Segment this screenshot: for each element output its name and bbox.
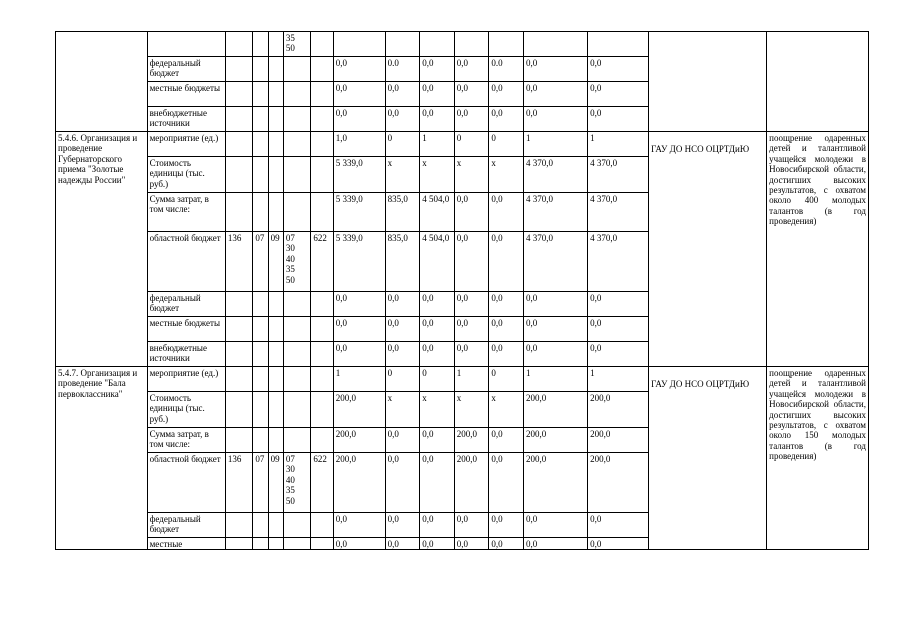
code-cell	[311, 193, 333, 232]
value-cell: 0,0	[523, 292, 587, 317]
value-cell: 0,0	[523, 82, 587, 107]
value-cell: 5 339,0	[333, 193, 385, 232]
value-cell	[588, 32, 649, 57]
value-cell: 0,0	[588, 342, 649, 367]
value-cell: 0.0	[489, 57, 524, 82]
value-cell: 0,0	[454, 193, 489, 232]
code-cell	[311, 292, 333, 317]
row-label: федеральный бюджет	[147, 292, 225, 317]
value-cell: 0,0	[489, 193, 524, 232]
table-row	[56, 367, 869, 392]
result-cell: поощрение одаренных детей и талантливой учащейся молодежи в Новосибирской области, достигших высоких результатов, с охватом около 400 молодых талантов (в год проведения)	[767, 132, 869, 367]
value-cell: 4 504,0	[420, 232, 455, 292]
code-cell	[311, 342, 333, 367]
value-cell: 0,0	[420, 57, 455, 82]
value-cell: 200,0	[333, 392, 385, 428]
row-label: федеральный бюджет	[147, 57, 225, 82]
value-cell	[454, 32, 489, 57]
value-cell: 0,0	[420, 82, 455, 107]
value-cell: 200,0	[523, 392, 587, 428]
value-cell	[385, 32, 420, 57]
value-cell: x	[454, 392, 489, 428]
value-cell: 200,0	[588, 428, 649, 453]
code-cell	[253, 107, 268, 132]
code-cell	[225, 392, 252, 428]
row-label: мероприятие (ед.)	[147, 132, 225, 157]
value-cell: 0,0	[489, 342, 524, 367]
code-cell: 07	[253, 232, 268, 292]
table-row	[56, 132, 869, 157]
code-cell	[311, 538, 333, 550]
value-cell: 0,0	[420, 453, 455, 513]
value-cell: 0,0	[489, 428, 524, 453]
value-cell: 0,0	[454, 107, 489, 132]
code-cell	[225, 157, 252, 193]
code-cell	[253, 132, 268, 157]
code-cell	[311, 132, 333, 157]
value-cell: 0,0	[333, 513, 385, 538]
code-cell	[311, 428, 333, 453]
code-cell	[253, 342, 268, 367]
value-cell: x	[385, 157, 420, 193]
value-cell: 0,0	[489, 82, 524, 107]
value-cell: 0.0	[385, 57, 420, 82]
value-cell: 0,0	[588, 107, 649, 132]
number-title-cell: 5.4.6. Организация и проведение Губернаторского приема "Золотые надежды России"	[56, 132, 148, 367]
value-cell: x	[454, 157, 489, 193]
value-cell: 0,0	[333, 57, 385, 82]
value-cell: 835,0	[385, 232, 420, 292]
budget-table	[55, 31, 869, 550]
value-cell: 4 370,0	[523, 232, 587, 292]
code-cell	[225, 292, 252, 317]
code-cell	[268, 513, 283, 538]
code-cell: 136	[225, 453, 252, 513]
value-cell: 0,0	[454, 232, 489, 292]
row-label: областной бюджет	[147, 453, 225, 513]
value-cell: x	[489, 157, 524, 193]
value-cell: 0,0	[385, 342, 420, 367]
value-cell: 0,0	[333, 107, 385, 132]
value-cell: 0,0	[588, 292, 649, 317]
executor-cell: ГАУ ДО НСО ОЦРТДиЮ	[649, 132, 767, 367]
value-cell: 835,0	[385, 193, 420, 232]
value-cell: 0,0	[385, 513, 420, 538]
value-cell: 1	[333, 367, 385, 392]
code-cell: 622	[311, 232, 333, 292]
code-cell: 07 30 40 35 50	[283, 453, 310, 513]
code-cell	[253, 367, 268, 392]
value-cell	[333, 32, 385, 57]
code-cell	[268, 32, 283, 57]
code-cell	[283, 538, 310, 550]
value-cell: 0	[454, 132, 489, 157]
code-cell	[268, 428, 283, 453]
code-cell: 622	[311, 453, 333, 513]
value-cell	[523, 32, 587, 57]
executor-cell: ГАУ ДО НСО ОЦРТДиЮ	[649, 367, 767, 550]
code-cell	[311, 157, 333, 193]
code-cell	[311, 367, 333, 392]
value-cell: 0	[420, 367, 455, 392]
value-cell: 0,0	[420, 513, 455, 538]
code-cell	[225, 32, 252, 57]
code-cell	[311, 107, 333, 132]
value-cell: 0,0	[420, 317, 455, 342]
value-cell: 0,0	[523, 107, 587, 132]
value-cell: 1	[523, 367, 587, 392]
code-cell	[253, 513, 268, 538]
code-cell	[283, 367, 310, 392]
value-cell: x	[385, 392, 420, 428]
value-cell: 0,0	[489, 292, 524, 317]
value-cell: 0,0	[588, 317, 649, 342]
code-cell	[268, 157, 283, 193]
row-label: местные бюджеты	[147, 82, 225, 107]
code-cell	[225, 57, 252, 82]
code-cell	[253, 292, 268, 317]
code-cell	[311, 317, 333, 342]
value-cell: x	[489, 392, 524, 428]
number-title-cell: 5.4.7. Организация и проведение "Бала первоклассника"	[56, 367, 148, 550]
row-label: местные	[147, 538, 225, 550]
value-cell: 200,0	[333, 428, 385, 453]
code-cell	[283, 107, 310, 132]
value-cell: 0,0	[454, 538, 489, 550]
value-cell: 0,0	[385, 428, 420, 453]
code-cell	[225, 513, 252, 538]
code-cell	[311, 32, 333, 57]
code-cell	[311, 392, 333, 428]
code-cell	[268, 342, 283, 367]
value-cell: 4 504,0	[420, 193, 455, 232]
value-cell: 4 370,0	[588, 157, 649, 193]
value-cell: 1	[454, 367, 489, 392]
code-cell	[268, 292, 283, 317]
value-cell: 5 339,0	[333, 232, 385, 292]
code-cell	[268, 392, 283, 428]
code-cell: 09	[268, 453, 283, 513]
value-cell: 0,0	[420, 428, 455, 453]
row-label: внебюджетные источники	[147, 107, 225, 132]
value-cell: 4 370,0	[588, 232, 649, 292]
value-cell: 200,0	[523, 453, 587, 513]
result-cell: поощрение одаренных детей и талантливой учащейся молодежи в Новосибирской области, достигших высоких результатов, с охватом около 150 молодых талантов (в год проведения)	[767, 367, 869, 550]
value-cell: 0,0	[523, 57, 587, 82]
value-cell: 200,0	[454, 428, 489, 453]
value-cell: 0,0	[523, 538, 587, 550]
value-cell: 0,0	[588, 57, 649, 82]
code-cell	[283, 57, 310, 82]
code-cell	[225, 367, 252, 392]
value-cell: 0,0	[454, 292, 489, 317]
value-cell: 5 339,0	[333, 157, 385, 193]
code-cell: 07	[253, 453, 268, 513]
executor-cell	[649, 32, 767, 132]
row-label: Стоимость единицы (тыс. руб.)	[147, 157, 225, 193]
row-label: мероприятие (ед.)	[147, 367, 225, 392]
value-cell: 0,0	[489, 107, 524, 132]
code-cell	[253, 317, 268, 342]
value-cell: 0,0	[489, 317, 524, 342]
code-cell	[225, 342, 252, 367]
code-cell	[253, 32, 268, 57]
code-cell	[283, 132, 310, 157]
value-cell: 1	[588, 132, 649, 157]
number-title-cell	[56, 32, 148, 132]
value-cell: 0,0	[454, 317, 489, 342]
code-cell	[225, 107, 252, 132]
value-cell: 4 370,0	[523, 193, 587, 232]
row-label: федеральный бюджет	[147, 513, 225, 538]
code-cell	[253, 82, 268, 107]
value-cell: 0,0	[420, 538, 455, 550]
value-cell: 0,0	[454, 342, 489, 367]
code-cell	[283, 193, 310, 232]
value-cell: x	[420, 157, 455, 193]
value-cell: 4 370,0	[588, 193, 649, 232]
code-cell	[225, 428, 252, 453]
value-cell: 0,0	[333, 292, 385, 317]
row-label: Сумма затрат, в том числе:	[147, 193, 225, 232]
value-cell: 0,0	[333, 317, 385, 342]
code-cell	[311, 82, 333, 107]
value-cell: 200,0	[454, 453, 489, 513]
code-cell	[283, 317, 310, 342]
code-cell	[253, 193, 268, 232]
value-cell: 0,0	[420, 107, 455, 132]
value-cell: 0,0	[489, 232, 524, 292]
code-cell	[225, 82, 252, 107]
value-cell: 200,0	[588, 453, 649, 513]
value-cell: 200,0	[523, 428, 587, 453]
row-label	[147, 32, 225, 57]
value-cell: 1	[420, 132, 455, 157]
value-cell: 0,0	[588, 82, 649, 107]
value-cell: 0,0	[333, 342, 385, 367]
code-cell	[268, 367, 283, 392]
value-cell: 200,0	[333, 453, 385, 513]
code-cell: 136	[225, 232, 252, 292]
value-cell: 0,0	[454, 57, 489, 82]
code-cell	[283, 157, 310, 193]
code-cell	[311, 57, 333, 82]
row-label: внебюджетные источники	[147, 342, 225, 367]
code-cell	[225, 538, 252, 550]
code-cell	[268, 538, 283, 550]
code-cell: 35 50	[283, 32, 310, 57]
code-cell	[268, 132, 283, 157]
code-cell	[268, 107, 283, 132]
value-cell	[420, 32, 455, 57]
row-label: Сумма затрат, в том числе:	[147, 428, 225, 453]
value-cell: 0,0	[523, 513, 587, 538]
value-cell: 0,0	[454, 513, 489, 538]
code-cell	[253, 392, 268, 428]
value-cell	[489, 32, 524, 57]
value-cell: 0,0	[489, 513, 524, 538]
value-cell: 0,0	[385, 538, 420, 550]
value-cell: 0,0	[454, 82, 489, 107]
code-cell	[268, 82, 283, 107]
value-cell: 0,0	[420, 292, 455, 317]
code-cell	[253, 538, 268, 550]
code-cell: 07 30 40 35 50	[283, 232, 310, 292]
value-cell: 0,0	[385, 107, 420, 132]
value-cell: x	[420, 392, 455, 428]
code-cell	[253, 157, 268, 193]
value-cell: 0,0	[385, 317, 420, 342]
value-cell: 1	[588, 367, 649, 392]
code-cell	[283, 428, 310, 453]
value-cell: 0	[489, 367, 524, 392]
code-cell	[253, 57, 268, 82]
code-cell	[268, 57, 283, 82]
code-cell	[268, 317, 283, 342]
value-cell: 0,0	[333, 82, 385, 107]
value-cell: 0,0	[420, 342, 455, 367]
result-cell	[767, 32, 869, 132]
value-cell: 0,0	[385, 292, 420, 317]
code-cell	[311, 513, 333, 538]
value-cell: 0,0	[588, 513, 649, 538]
value-cell: 4 370,0	[523, 157, 587, 193]
value-cell: 0,0	[385, 453, 420, 513]
row-label: областной бюджет	[147, 232, 225, 292]
row-label: местные бюджеты	[147, 317, 225, 342]
code-cell	[225, 132, 252, 157]
value-cell: 0	[489, 132, 524, 157]
value-cell: 0,0	[523, 317, 587, 342]
value-cell: 0,0	[489, 453, 524, 513]
code-cell	[283, 392, 310, 428]
code-cell	[268, 193, 283, 232]
code-cell	[225, 317, 252, 342]
code-cell: 09	[268, 232, 283, 292]
value-cell: 0	[385, 367, 420, 392]
value-cell: 1,0	[333, 132, 385, 157]
code-cell	[283, 513, 310, 538]
code-cell	[253, 428, 268, 453]
code-cell	[283, 82, 310, 107]
value-cell: 1	[523, 132, 587, 157]
value-cell: 0,0	[385, 82, 420, 107]
value-cell: 0,0	[333, 538, 385, 550]
code-cell	[283, 292, 310, 317]
row-label: Стоимость единицы (тыс. руб.)	[147, 392, 225, 428]
table-row	[56, 32, 869, 57]
value-cell: 200,0	[588, 392, 649, 428]
code-cell	[283, 342, 310, 367]
value-cell: 0	[385, 132, 420, 157]
value-cell: 0,0	[489, 538, 524, 550]
code-cell	[225, 193, 252, 232]
value-cell: 0,0	[523, 342, 587, 367]
value-cell: 0,0	[588, 538, 649, 550]
